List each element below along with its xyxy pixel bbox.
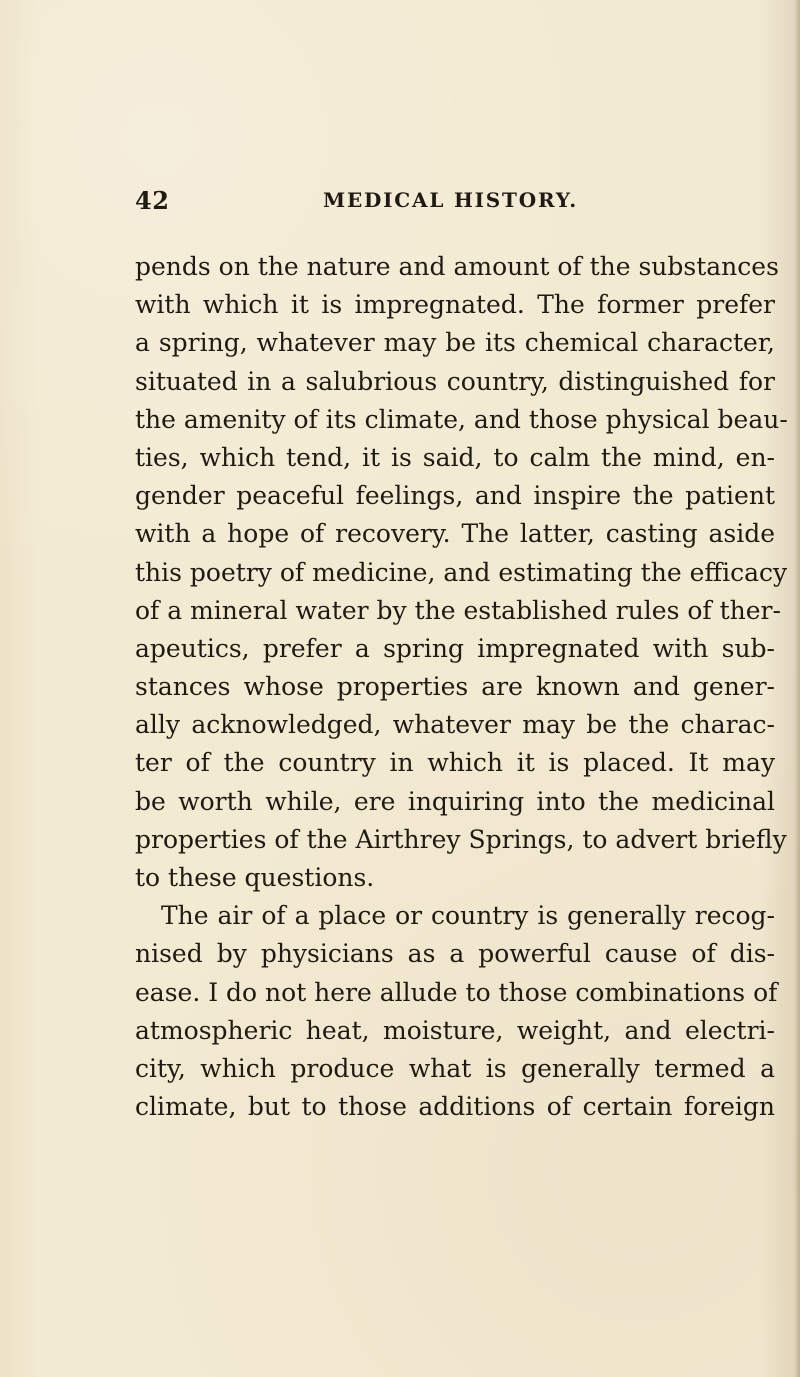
text-line: stances whose properties are known and gener-	[135, 672, 775, 702]
text-line: a spring, whatever may be its chemical character,	[135, 328, 775, 358]
text-line: situated in a salubrious country, distinguished for	[135, 366, 775, 396]
text-line: the amenity of its climate, and those physical beau-	[135, 404, 788, 434]
text-line: atmospheric heat, moisture, weight, and electri-	[135, 1015, 775, 1045]
text-line: apeutics, prefer a spring impregnated with sub-	[135, 633, 775, 663]
text-line: gender peaceful feelings, and inspire the patient	[135, 481, 775, 511]
page-number: 42	[135, 186, 170, 215]
text-line: pends on the nature and amount of the substances	[135, 252, 779, 281]
paragraph-2	[135, 897, 778, 1126]
text-line: of a mineral water by the established rules of ther-	[135, 595, 781, 625]
text-line: be worth while, ere inquiring into the medicinal	[135, 786, 775, 816]
text-line: with which it is impregnated. The former prefer	[135, 290, 775, 320]
text-line: ter of the country in which it is placed. It may	[135, 748, 775, 778]
paragraph-1	[135, 248, 788, 897]
text-line: to these questions.	[135, 863, 375, 892]
text-line: ties, which tend, it is said, to calm the mind, en-	[135, 442, 775, 472]
page-header	[135, 186, 775, 216]
text-line: The air of a place or country is generally recog-	[161, 901, 775, 931]
text-line: with a hope of recovery. The latter, casting aside	[135, 519, 775, 549]
text-line: ease. I do not here allude to those combinations of	[135, 977, 778, 1007]
text-line: city, which produce what is generally termed a	[135, 1053, 775, 1083]
running-head: MEDICAL HISTORY.	[323, 188, 579, 212]
text-line: this poetry of medicine, and estimating the efficacy	[135, 557, 788, 587]
text-line: climate, but to those additions of certain foreign	[135, 1092, 775, 1122]
page-edge-shadow	[794, 0, 800, 1377]
text-line: nised by physicians as a powerful cause of dis-	[135, 939, 775, 969]
body-text	[135, 248, 788, 1126]
text-line: ally acknowledged, whatever may be the charac-	[135, 710, 775, 740]
text-line: properties of the Airthrey Springs, to advert briefly	[135, 824, 787, 854]
